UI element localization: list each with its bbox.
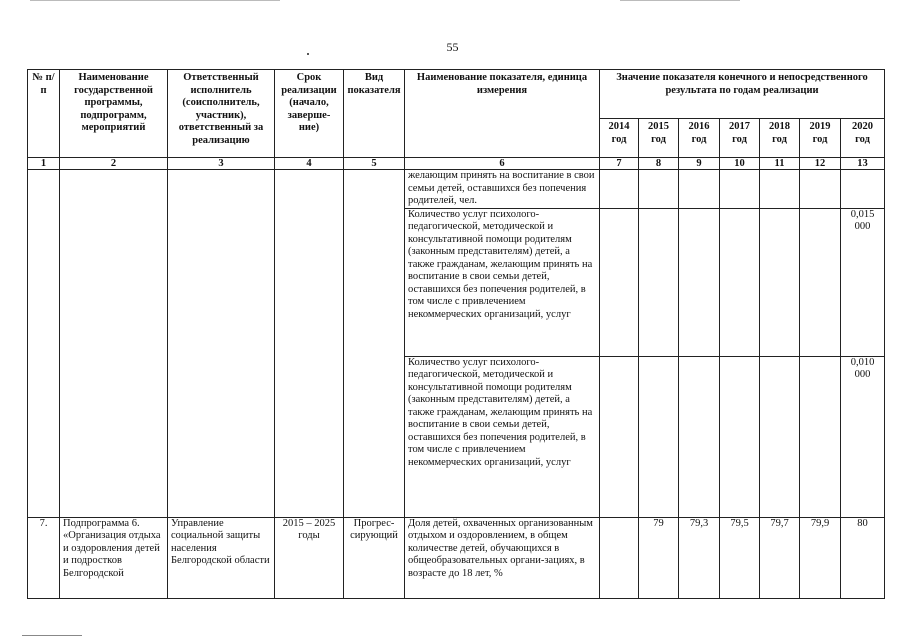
cell-executor: Управление социальной защиты населения Белгородской области: [168, 517, 275, 598]
header-year: 2020 год: [841, 119, 885, 158]
header-year: 2014 год: [600, 119, 639, 158]
column-number: 5: [344, 158, 405, 170]
cell-term: 2015 – 2025 годы: [275, 517, 344, 598]
cell-value: [760, 208, 800, 356]
cell-name: [60, 170, 168, 518]
scan-edge-line: [22, 635, 82, 636]
cell-indicator: желающим принять на воспитание в свои семьи детей, оставшихся без попечения родителей, чел.: [405, 170, 600, 209]
cell-value: [720, 356, 760, 517]
column-number: 3: [168, 158, 275, 170]
header-indicator: Наименование показателя, единица измерения: [405, 70, 600, 158]
cell-value: 79,3: [679, 517, 720, 598]
cell-value: [639, 170, 679, 209]
header-row: [28, 70, 885, 119]
scan-edge-line: [620, 0, 740, 1]
header-values-group: Значение показателя конечного и непосредственного результата по годам реализации: [600, 70, 885, 119]
cell-indicator: Доля детей, охваченных организованным отдыхом и оздоровлением, в общем количестве детей, обучающихся в общеобразовательных органи-зациях, в возрасте до 18 лет, %: [405, 517, 600, 598]
column-number: 9: [679, 158, 720, 170]
column-number: 8: [639, 158, 679, 170]
column-number: 4: [275, 158, 344, 170]
cell-value: [639, 208, 679, 356]
cell-value: [841, 170, 885, 209]
cell-value: [600, 517, 639, 598]
header-year: 2017 год: [720, 119, 760, 158]
cell-value: [679, 208, 720, 356]
indicators-table: [27, 69, 885, 599]
header-year: 2018 год: [760, 119, 800, 158]
cell-value: [800, 356, 841, 517]
column-number: 2: [60, 158, 168, 170]
cell-value: 79: [639, 517, 679, 598]
column-number: 6: [405, 158, 600, 170]
cell-value: [760, 170, 800, 209]
cell-value: [760, 356, 800, 517]
column-number: 10: [720, 158, 760, 170]
cell-value: [679, 356, 720, 517]
cell-term: [275, 170, 344, 518]
header-term: Срок реализации (начало, заверше-ние): [275, 70, 344, 158]
column-number: 12: [800, 158, 841, 170]
table-row: [28, 517, 885, 598]
header-year: 2019 год: [800, 119, 841, 158]
header-type: Вид показателя: [344, 70, 405, 158]
cell-value: [679, 170, 720, 209]
column-number: 7: [600, 158, 639, 170]
column-number: 11: [760, 158, 800, 170]
cell-value: [720, 170, 760, 209]
cell-value: [600, 356, 639, 517]
cell-num: [28, 170, 60, 518]
header-executor: Ответственный исполнитель (соисполнитель, участник), ответственный за реализацию: [168, 70, 275, 158]
cell-executor: [168, 170, 275, 518]
header-year: 2016 год: [679, 119, 720, 158]
cell-value: [600, 208, 639, 356]
page-number: 55: [446, 40, 459, 54]
cell-type: [344, 170, 405, 518]
cell-value: 79,5: [720, 517, 760, 598]
cell-value: [800, 170, 841, 209]
scan-speck: [307, 53, 309, 55]
header-name: Наименование государственной программы, подпрограмм, мероприятий: [60, 70, 168, 158]
cell-value: [600, 170, 639, 209]
cell-value: 80: [841, 517, 885, 598]
header-num: № п/п: [28, 70, 60, 158]
table-row: [28, 170, 885, 209]
cell-value: 0,010 000: [841, 356, 885, 517]
cell-indicator: Количество услуг психолого-педагогической, методической и консультативной помощи родителям (законным представителям) детей, а также гражданам, желающим принять на воспитание в свои семьи детей, оставшихся без попечения родителей, в том числе с привлечением некоммерческих организаций, услуг: [405, 356, 600, 517]
cell-value: 0,015 000: [841, 208, 885, 356]
cell-indicator: Количество услуг психолого-педагогической, методической и консультативной помощи родителям (законным представителям) детей, а также гражданам, желающим принять на воспитание в свои семьи детей, оставшихся без попечения родителей, в том числе с привлечением некоммерческих организаций, услуг: [405, 208, 600, 356]
cell-value: 79,9: [800, 517, 841, 598]
column-number: 1: [28, 158, 60, 170]
cell-type: Прогрес-сирующий: [344, 517, 405, 598]
cell-num: 7.: [28, 517, 60, 598]
column-number: 13: [841, 158, 885, 170]
header-year: 2015 год: [639, 119, 679, 158]
scan-edge-line: [30, 0, 280, 1]
cell-value: [800, 208, 841, 356]
column-numbers-row: [28, 158, 885, 170]
cell-value: 79,7: [760, 517, 800, 598]
cell-value: [639, 356, 679, 517]
cell-value: [720, 208, 760, 356]
cell-name: Подпрограмма 6. «Организация отдыха и оздоровления детей и подростков Белгородской: [60, 517, 168, 598]
